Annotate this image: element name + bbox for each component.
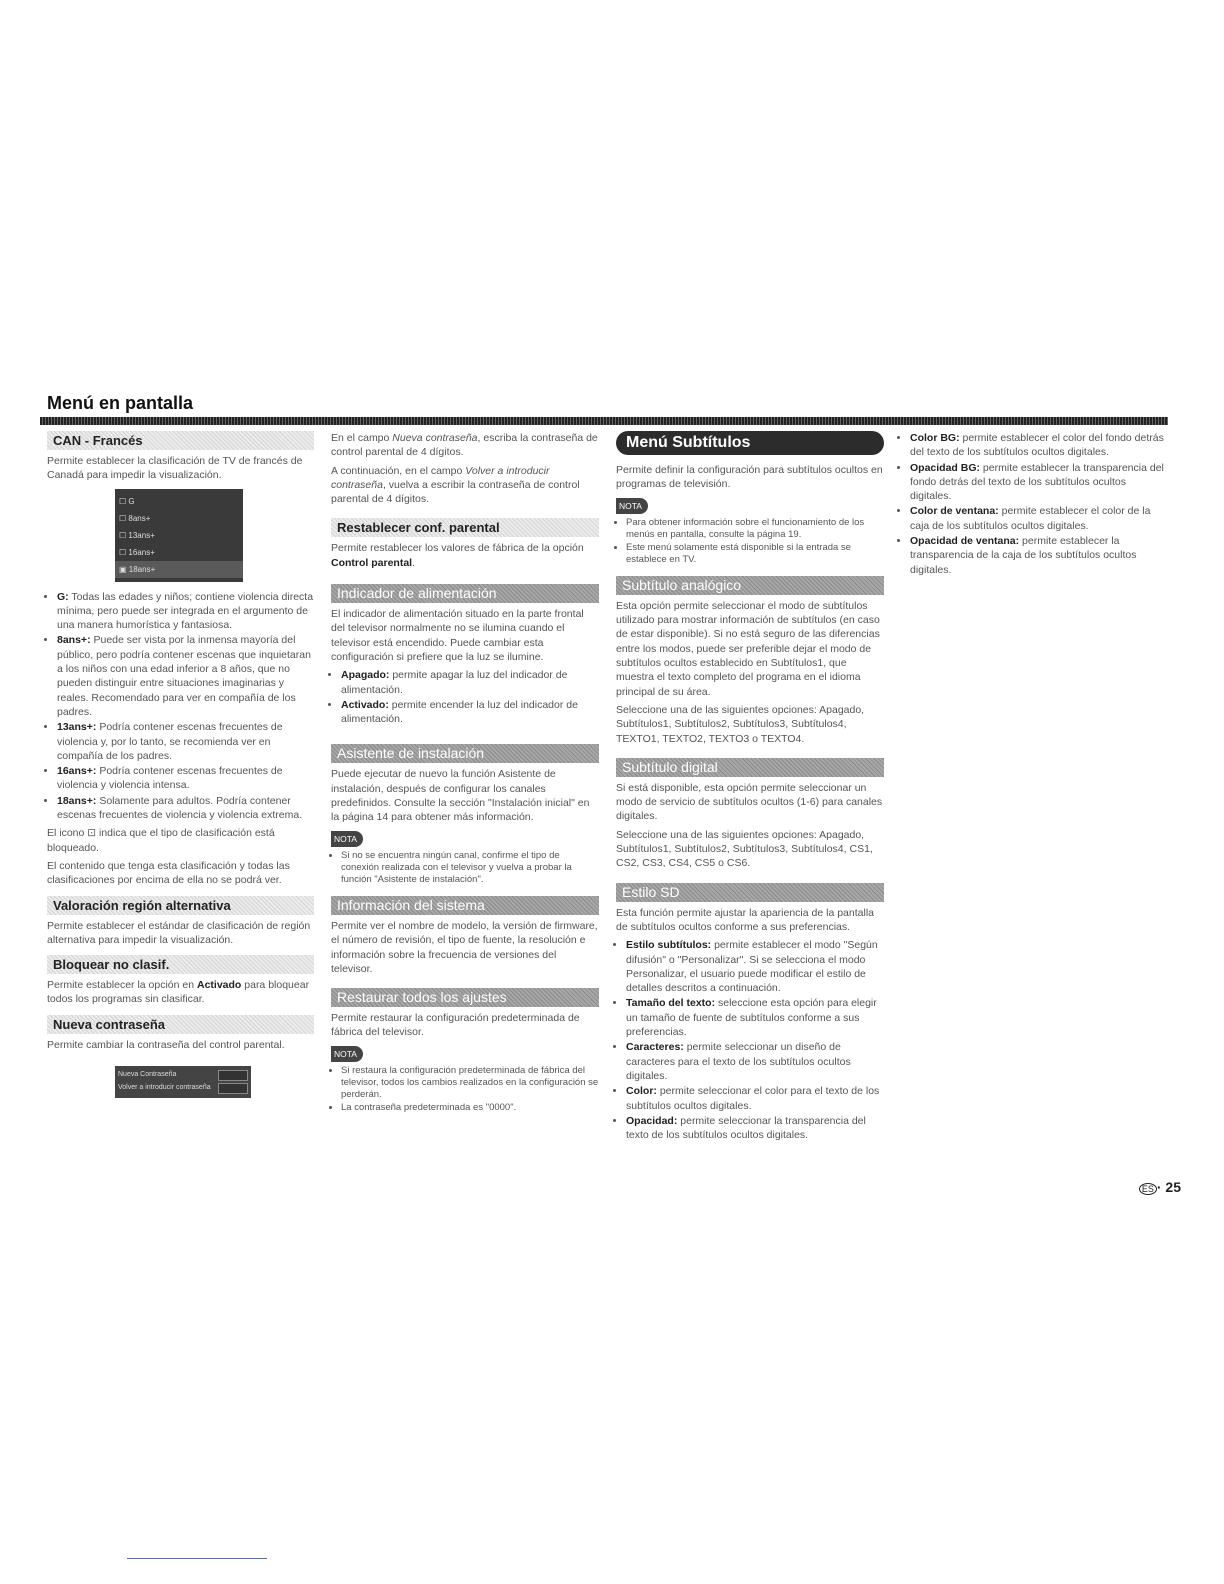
note-badge: NOTA [331,831,363,847]
list-item: • Opacidad BG: permite establecer la transparencia del fondo detrás del texto de los subtítulos ocultos digitales. [910,461,1168,504]
sd-style-desc: Esta función permite ajustar la apariencia de la pantalla de subtítulos ocultos conforme a sus preferencias. [616,906,874,933]
list-item: • Activado: permite encender la luz del indicador de alimentación. [341,698,599,727]
section-sd-style-title: Estilo SD [616,883,884,902]
page-title: Menú en pantalla [47,393,194,413]
column-3 [616,431,884,1146]
analog-cc-desc-1: Esta opción permite seleccionar el modo de subtítulos utilizado para mostrar información de subtítulos (en caso de estar disponible). Si no está seguro de las diferencias entre los modos, puede ser preferible dejar el modo de subtítulos ocultos establecido en Subtítulos1, que muestra el texto completo del programa en el idioma principal de su área. [616,599,880,698]
list-item: • 18ans+: Solamente para adultos. Podría contener escenas frecuentes de violencia y violencia extrema. [57,794,314,823]
bottom-link-line [127,1558,267,1559]
list-item: • Caracteres: permite seleccionar un diseño de caracteres para el texto de los subtítulos ocultos digitales. [626,1040,884,1083]
digital-cc-desc-1: Si está disponible, esta opción permite seleccionar un modo de servicio de subtítulos ocultos (1-6) para canales digitales. [616,781,883,823]
note-badge: NOTA [616,498,648,514]
sd-style-bullets [616,938,884,1142]
system-info-desc: Permite ver el nombre de modelo, la versión de firmware, el número de revisión, el tipo de fuente, la resolución e información sobre la frecuencia de versiones del televisor. [331,919,598,975]
menu-subtitles-desc: Permite definir la configuración para subtítulos ocultos en programas de televisión. [616,464,883,491]
list-item: • Apagado: permite apagar la luz del indicador de alimentación. [341,668,599,697]
section-system-info-title: Información del sistema [331,896,599,915]
alt-region-desc: Permite establecer el estándar de clasificación de región alternativa para impedir la visualización. [47,919,311,946]
list-item: • 13ans+: Podría contener escenas frecuentes de violencia y, por lo tanto, se recomienda ver en compañía de los padres. [57,720,314,763]
list-item: • Este menú solamente está disponible si la entrada se establece en TV. [626,542,884,566]
list-item: • Tamaño del texto: seleccione esta opción para elegir un tamaño de fuente de subtítulos conforme a sus preferencias. [626,996,884,1039]
sd-style-bullets-continued [900,431,1168,577]
setup-wizard-desc: Puede ejecutar de nuevo la función Asistente de instalación, después de configurar los canales predefinidos. Consulte la sección "Instalación inicial" en la página 14 para obtener más información. [331,768,590,824]
reset-all-desc: Permite restaurar la configuración predeterminada de fábrica del televisor. [331,1012,580,1039]
analog-cc-desc-2: Seleccione una de las siguientes opciones: Apagado, Subtítulos1, Subtítulos2, Subtítulos3, Subtítulos4, TEXTO1, TEXTO2, TEXTO3 o TEXTO4. [616,703,865,745]
block-unrated-desc: Permite establecer la opción en Activado para bloquear todos los programas sin clasificar. [47,979,310,1006]
list-item: • Estilo subtítulos: permite establecer el modo "Según difusión" o "Personalizar". Si se selecciona el modo Personalizar, el usuario puede modificar el estilo de detalles descritos a continuación. [626,938,884,995]
column-1 [47,431,314,1098]
rating-menu-item: ☐ 13ans+ [119,530,155,540]
password-intro-1: En el campo Nueva contraseña, escriba la contraseña de control parental de 4 dígitos. [331,432,598,459]
section-power-indicator-title: Indicador de alimentación [331,584,599,603]
section-analog-cc-title: Subtítulo analógico [616,576,884,595]
rating-menu-item: ☐ G [119,496,135,506]
section-can-frances-title: CAN - Francés [47,431,314,450]
list-item: • G: Todas las edades y niños; contiene violencia directa mínima, pero puede ser integrada en el argumento de una manera humorística y fantasiosa. [57,590,314,633]
rating-menu-item: ☐ 16ans+ [119,547,155,557]
power-indicator-desc: El indicador de alimentación situado en la parte frontal del televisor normalmente no se ilumina cuando el televisor está encendido. Puede cambiar esta configuración si prefiere que la luz se ilumine. [331,608,584,663]
column-2 [331,431,599,1118]
list-item: • La contraseña predeterminada es "0000". [341,1102,599,1114]
can-frances-desc: Permite establecer la clasificación de TV de francés de Canadá para impedir la visualización. [47,455,303,482]
password-intro-2: A continuación, en el campo Volver a introducir contraseña, vuelva a escribir la contraseña de control parental de 4 dígitos. [331,464,580,506]
list-item: • 16ans+: Podría contener escenas frecuentes de violencia y violencia intensa. [57,764,314,793]
list-item: • Si no se encuentra ningún canal, confirme el tipo de conexión realizada con el televisor y vuelva a probar la función "Asistente de instalación". [341,850,599,886]
section-reset-parental-title: Restablecer conf. parental [331,518,599,537]
page-number-text: · 25 [1156,1179,1181,1195]
rating-bullets [47,590,314,823]
menu-subtitles-title: Menú Subtítulos [616,431,884,455]
list-item: • Color BG: permite establecer el color del fondo detrás del texto de los subtítulos ocultos digitales. [910,431,1168,460]
list-item: • Color de ventana: permite establecer el color de la caja de los subtítulos ocultos digitales. [910,504,1168,533]
icon-note: El icono ⊡ indica que el tipo de clasificación está bloqueado. [47,827,275,854]
digital-cc-desc-2: Seleccione una de las siguientes opciones: Apagado, Subtítulos1, Subtítulos2, Subtítulos3, Subtítulos4, CS1, CS2, CS3, CS4, CS5 o CS6. [616,828,873,870]
reset-all-notes [331,1065,599,1114]
list-item: • 8ans+: Puede ser vista por la inmensa mayoría del público, pero podría contener escenas que inquietaran a los niños con una edad inferior a 8 años, que no pueden distinguir entre situaciones imaginarias y reales. Recomendado para ver en compañía de los padres. [57,633,314,719]
list-item: • Color: permite seleccionar el color para el texto de los subtítulos ocultos digitales. [626,1084,884,1113]
content-note: El contenido que tenga esta clasificación y todas las clasificaciones por encima de ella no se podrá ver. [47,859,290,887]
section-digital-cc-title: Subtítulo digital [616,758,884,777]
new-password-desc: Permite cambiar la contraseña del control parental. [47,1038,285,1051]
rating-menu-item: ☐ 8ans+ [119,513,151,523]
rating-menu-screenshot [115,489,243,582]
menu-subtitles-notes [616,517,884,566]
rating-menu-item-locked: ▣ 18ans+ [115,561,243,578]
section-new-password-title: Nueva contraseña [47,1015,314,1034]
power-bullets [331,668,599,726]
page-number [1139,1179,1181,1195]
password-row: Volver a introducir contraseña [118,1082,248,1095]
password-field [218,1083,248,1094]
list-item: • Opacidad de ventana: permite establecer la transparencia de la caja de los subtítulos ocultos digitales. [910,534,1168,577]
list-item: • Si restaura la configuración predeterminada de fábrica del televisor, todos los cambios realizados en la configuración se perderán. [341,1065,599,1101]
title-rule [40,417,1168,425]
list-item: • Para obtener información sobre el funcionamiento de los menús en pantalla, consulte la página 19. [626,517,884,541]
reset-parental-desc: Permite restablecer los valores de fábrica de la opción Control parental. [331,542,584,569]
section-reset-all-title: Restaurar todos los ajustes [331,988,599,1007]
section-setup-wizard-title: Asistente de instalación [331,744,599,763]
section-alt-region-title: Valoración región alternativa [47,896,314,915]
column-4 [900,431,1168,581]
password-field [218,1070,248,1081]
setup-notes [331,850,599,886]
password-dialog-screenshot [115,1066,251,1098]
language-badge: ES [1139,1183,1157,1195]
note-badge: NOTA [331,1046,363,1062]
list-item: • Opacidad: permite seleccionar la transparencia del texto de los subtítulos ocultos digitales. [626,1114,884,1143]
password-row: Nueva Contraseña [118,1069,248,1082]
section-block-unrated-title: Bloquear no clasif. [47,955,314,974]
